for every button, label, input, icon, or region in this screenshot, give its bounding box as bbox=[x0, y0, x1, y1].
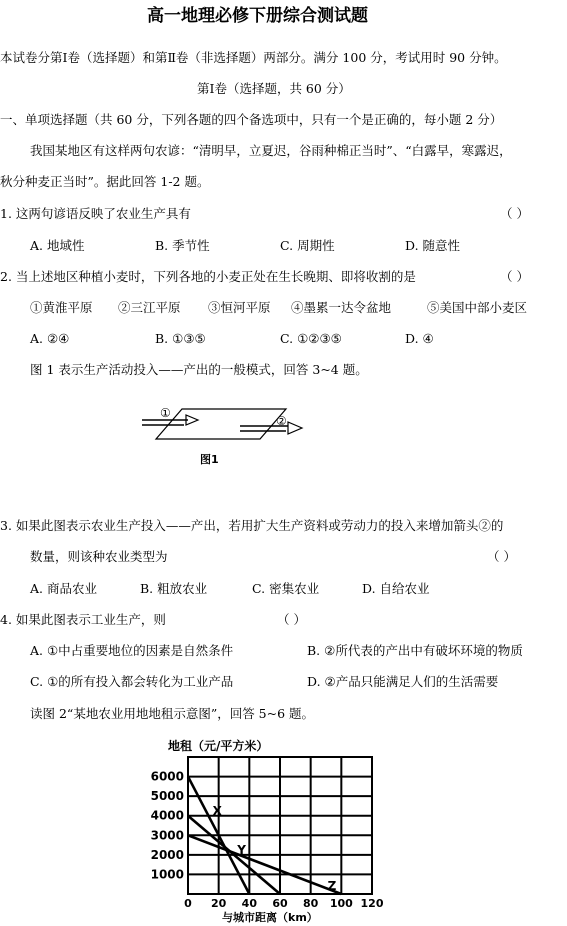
intro-text: 本试卷分第Ⅰ卷（选择题）和第Ⅱ卷（非选择题）两部分。满分 100 分，考试用时 90 分钟。 bbox=[0, 50, 507, 65]
series-line-x bbox=[188, 777, 249, 894]
series-line-y bbox=[188, 816, 280, 894]
q4-option-c: C. ①的所有投入都会转化为工业产品 bbox=[30, 674, 234, 689]
x-tick-label: 40 bbox=[241, 897, 257, 910]
q2-option-b: B. ①③⑤ bbox=[155, 331, 206, 346]
q4-option-d: D. ②产品只能满足人们的生活需要 bbox=[307, 674, 499, 689]
q3-option-c: C. 密集农业 bbox=[252, 581, 320, 596]
q2-answer-paren: （ ） bbox=[500, 269, 529, 284]
x-tick-label: 100 bbox=[329, 897, 353, 910]
q2-place-5: ⑤美国中部小麦区 bbox=[427, 300, 528, 315]
chart-frame bbox=[188, 757, 372, 894]
y-tick-label: 6000 bbox=[150, 769, 184, 784]
process-parallelogram bbox=[156, 409, 286, 439]
chart-ylabel: 地租（元/平方米） bbox=[168, 739, 269, 753]
q2-option-d: D. ④ bbox=[405, 331, 434, 346]
y-tick-label: 5000 bbox=[150, 789, 184, 804]
output-arrowhead bbox=[288, 422, 302, 434]
q2-place-1: ①黄淮平原 bbox=[30, 300, 93, 315]
series-label-z: Z bbox=[327, 879, 337, 894]
q1-option-b: B. 季节性 bbox=[155, 238, 210, 253]
q2-stem: 2. 当上述地区种植小麦时，下列各地的小麦正处在生长晚期、即将收割的是 bbox=[0, 269, 416, 284]
y-tick-label: 4000 bbox=[150, 808, 184, 823]
chart-xlabel: 与城市距离（km） bbox=[222, 911, 318, 924]
fig1-intro: 图 1 表示生产活动投入——产出的一般模式，回答 3~4 题。 bbox=[30, 362, 368, 377]
q3-option-b: B. 粗放农业 bbox=[140, 581, 208, 596]
passage1-line1: 我国某地区有这样两句农谚：“清明早，立夏迟，谷雨种棉正当时”、“白露早，寒露迟， bbox=[30, 143, 512, 158]
q2-option-a: A. ②④ bbox=[30, 331, 70, 346]
part1-heading: 第Ⅰ卷（选择题，共 60 分） bbox=[197, 81, 351, 96]
q4-stem: 4. 如果此图表示工业生产，则 bbox=[0, 612, 166, 627]
q3-option-a: A. 商品农业 bbox=[30, 581, 97, 596]
q4-option-a: A. ①中占重要地位的因素是自然条件 bbox=[30, 643, 234, 658]
q1-option-a: A. 地域性 bbox=[30, 238, 85, 253]
q1-answer-paren: （ ） bbox=[500, 206, 529, 221]
series-label-y: Y bbox=[237, 842, 246, 857]
q3-option-d: D. 自给农业 bbox=[362, 581, 430, 596]
passage1-line2: 秋分种麦正当时”。据此回答 1-2 题。 bbox=[0, 174, 210, 189]
series-label-x: X bbox=[212, 803, 222, 818]
q4-answer-paren: （ ） bbox=[277, 612, 306, 627]
series-line-z bbox=[188, 835, 341, 894]
y-tick-label: 2000 bbox=[150, 847, 184, 862]
page-title: 高一地理必修下册综合测试题 bbox=[147, 6, 368, 26]
q4-option-b: B. ②所代表的产出中有破坏环境的物质 bbox=[307, 643, 523, 658]
figure-1-diagram bbox=[140, 400, 310, 466]
x-tick-label: 80 bbox=[303, 897, 319, 910]
q2-place-4: ④墨累一达令盆地 bbox=[291, 300, 392, 315]
q2-place-3: ③恒河平原 bbox=[208, 300, 271, 315]
x-tick-label: 0 bbox=[184, 897, 192, 910]
fig2-intro: 读图 2“某地农业用地地租示意图”，回答 5~6 题。 bbox=[30, 706, 315, 721]
q2-option-c: C. ①②③⑤ bbox=[280, 331, 342, 346]
y-tick-label: 3000 bbox=[150, 828, 184, 843]
y-tick-label: 1000 bbox=[150, 867, 184, 882]
section1-heading: 一、单项选择题（共 60 分，下列各题的四个备选项中，只有一个是正确的，每小题 2 分） bbox=[0, 112, 503, 127]
q3-answer-paren: （ ） bbox=[487, 549, 516, 564]
x-tick-label: 20 bbox=[211, 897, 227, 910]
q1-option-d: D. 随意性 bbox=[405, 238, 461, 253]
fig1-label-2: ② bbox=[276, 414, 287, 428]
x-tick-label: 120 bbox=[360, 897, 384, 910]
fig1-label-1: ① bbox=[160, 406, 171, 420]
x-tick-label: 60 bbox=[272, 897, 288, 910]
q1-option-c: C. 周期性 bbox=[280, 238, 335, 253]
q2-place-2: ②三江平原 bbox=[118, 300, 181, 315]
fig1-caption: 图1 bbox=[200, 453, 219, 466]
q1-stem: 1. 这两句谚语反映了农业生产具有 bbox=[0, 206, 191, 221]
q3-stem-line2: 数量，则该种农业类型为 bbox=[30, 549, 168, 564]
q3-stem: 3. 如果此图表示农业生产投入——产出，若用扩大生产资料或劳动力的投入来增加箭头②的 bbox=[0, 518, 504, 533]
